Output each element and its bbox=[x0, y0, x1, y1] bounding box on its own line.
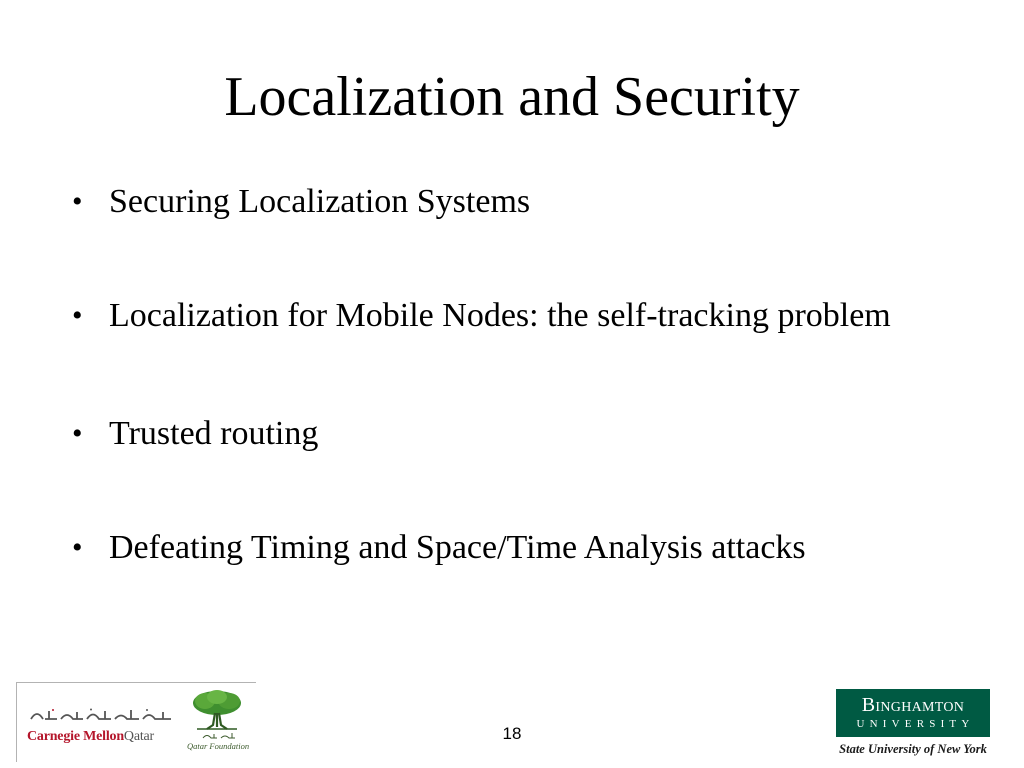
bullet-item bbox=[72, 526, 972, 570]
cmu-name: Carnegie Mellon bbox=[27, 729, 124, 744]
slide-title: Localization and Security bbox=[224, 66, 800, 128]
bullet-text: Defeating Timing and Space/Time Analysis attacks bbox=[109, 529, 806, 566]
binghamton-tagline: State University of New York bbox=[839, 742, 987, 756]
bullet-dot-icon: • bbox=[72, 417, 83, 450]
cmu-qatar-wordmark bbox=[27, 729, 154, 745]
binghamton-subtitle: UNIVERSITY bbox=[856, 718, 975, 730]
bullet-text: Localization for Mobile Nodes: the self-tracking problem bbox=[109, 297, 891, 334]
cmu-qatar: Qatar bbox=[123, 729, 155, 744]
bullet-item bbox=[72, 294, 972, 338]
qatar-foundation-tree-icon bbox=[189, 689, 245, 733]
bullet-item bbox=[72, 180, 972, 224]
qatar-foundation-arabic-icon bbox=[201, 731, 237, 741]
qatar-foundation-name: Qatar Foundation bbox=[187, 741, 250, 751]
bullet-dot-icon: • bbox=[72, 531, 83, 564]
cmu-arabic-logotype-icon bbox=[27, 707, 175, 723]
bullet-dot-icon: • bbox=[72, 299, 83, 332]
bullet-item bbox=[72, 412, 972, 456]
bullet-text: Trusted routing bbox=[109, 415, 319, 452]
bullet-text: Securing Localization Systems bbox=[109, 183, 531, 220]
page-number: 18 bbox=[502, 724, 522, 743]
bullet-dot-icon: • bbox=[72, 185, 83, 218]
binghamton-name: Binghamton bbox=[861, 694, 965, 716]
footer-logos-left bbox=[16, 682, 256, 762]
binghamton-logo bbox=[836, 689, 990, 737]
bullet-list bbox=[72, 180, 972, 640]
